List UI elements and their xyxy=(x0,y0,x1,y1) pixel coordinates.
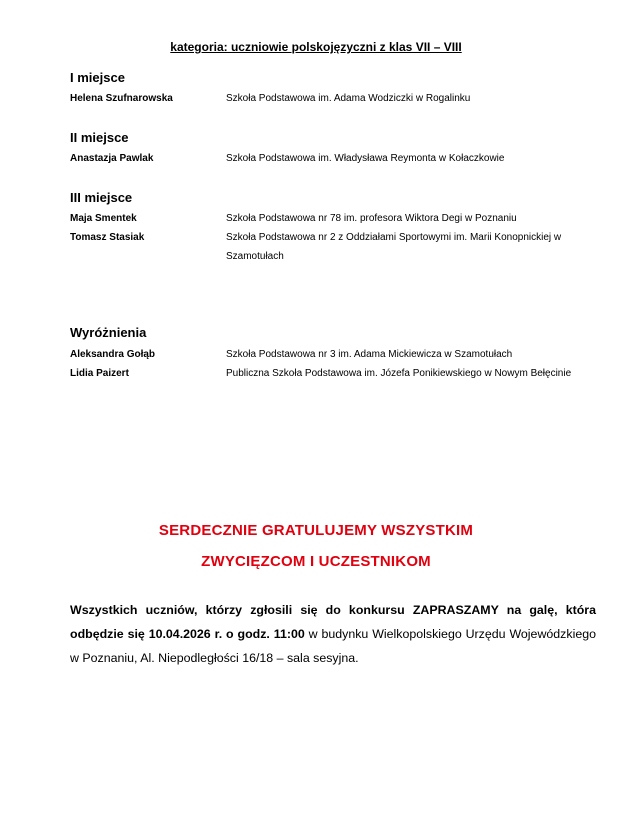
winner-school: Szkoła Podstawowa im. Władysława Reymonta w Kołaczkowie xyxy=(226,153,505,164)
section-title-third-place: III miejsce xyxy=(70,190,133,205)
section-title-first-place: I miejsce xyxy=(70,70,125,85)
winner-school: Szkoła Podstawowa nr 78 im. profesora Wiktora Degi w Poznaniu xyxy=(226,213,517,224)
section-title-honorable-mentions: Wyróżnienia xyxy=(70,325,147,340)
section-title-second-place: II miejsce xyxy=(70,130,129,145)
invitation-paragraph xyxy=(70,598,596,670)
congratulations-line-2: ZWYCIĘZCOM I UCZESTNIKOM xyxy=(201,553,431,570)
congratulations-line-1: SERDECZNIE GRATULUJEMY WSZYSTKIM xyxy=(158,522,474,539)
winner-name: Lidia Paizert xyxy=(70,368,129,379)
winner-school: Publiczna Szkoła Podstawowa im. Józefa Ponikiewskiego w Nowym Bełęcinie xyxy=(226,368,572,379)
winner-name: Tomasz Stasiak xyxy=(70,232,145,243)
winner-name: Maja Smentek xyxy=(70,213,137,224)
winner-school: Szkoła Podstawowa nr 3 im. Adama Mickiewicza w Szamotułach xyxy=(226,349,513,360)
invitation-bold-text: Wszystkich uczniów, którzy zgłosili się do konkursu ZAPRASZAMY na galę, która odbędzie się 10.04.2026 r. o godz. 11:00 xyxy=(70,603,596,641)
winner-name: Aleksandra Gołąb xyxy=(70,349,156,360)
winner-school: Szkoła Podstawowa im. Adama Wodziczki w Rogalinku xyxy=(226,93,471,104)
invitation-text: w budynku Wielkopolskiego Urzędu Wojewódzkiego w Poznaniu, Al. Niepodległości 16/18 – sala sesyjna. xyxy=(70,627,596,665)
category-heading: kategoria: uczniowie polskojęzyczni z klas VII – VIII xyxy=(170,40,462,54)
winner-school: Szkoła Podstawowa nr 2 z Oddziałami Sportowymi im. Marii Konopnickiej w Szamotułach xyxy=(226,232,562,262)
winner-name: Anastazja Pawlak xyxy=(70,153,154,164)
winner-name: Helena Szufnarowska xyxy=(70,93,173,104)
